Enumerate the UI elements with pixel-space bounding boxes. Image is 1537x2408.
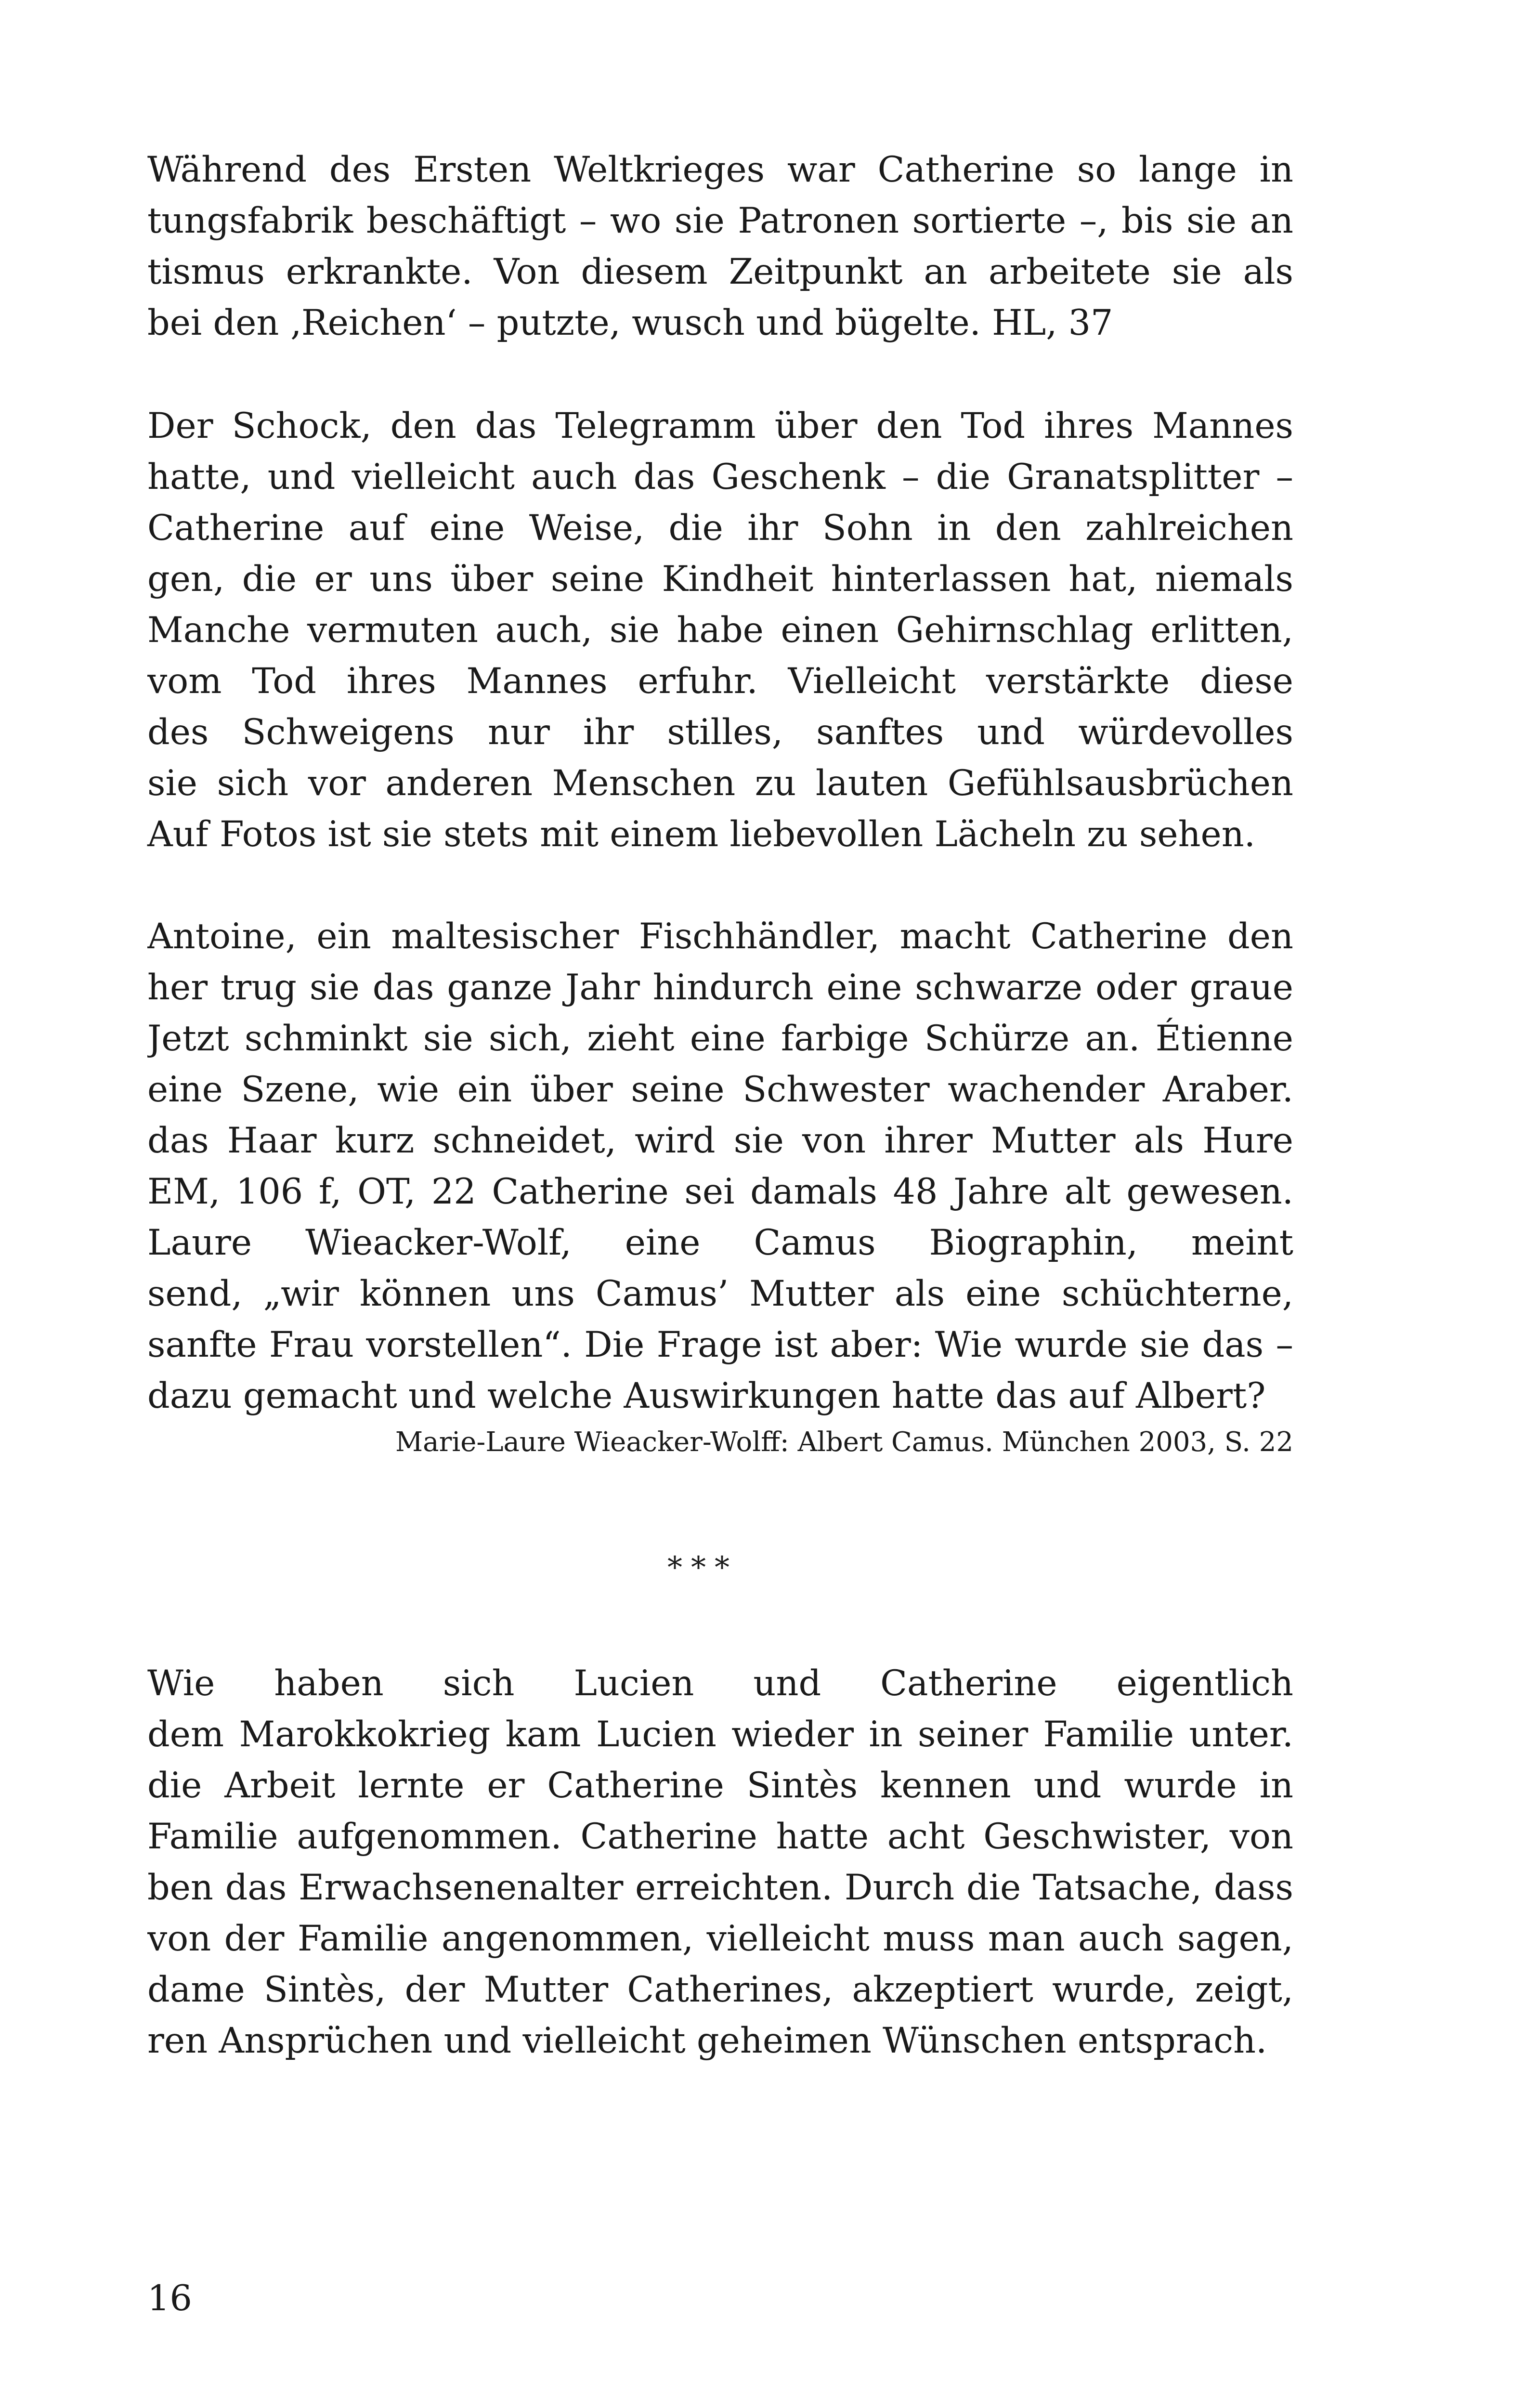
text-line: tungsfabrik beschäftigt – wo sie Patronen sortierte –, bis sie an (147, 200, 1293, 241)
source-citation: Marie-Laure Wieacker-Wolff: Albert Camus. München 2003, S. 22 (395, 1426, 1293, 1458)
text-line: ren Ansprüchen und vielleicht geheimen Wünschen entsprach. (147, 2020, 1267, 2061)
text-line: sie sich vor anderen Menschen zu lauten Gefühlsausbrüchen (147, 763, 1293, 804)
text-line: Wie haben sich Lucien und Catherine eigentlich (147, 1663, 1293, 1704)
text-line: Laure Wieacker-Wolf, eine Camus Biographin, meint (147, 1222, 1293, 1263)
text-line: vom Tod ihres Mannes erfuhr. Vielleicht verstärkte diese (147, 661, 1293, 702)
paragraph-4 (147, 1658, 1293, 2067)
text-line: Manche vermuten auch, sie habe einen Gehirnschlag erlitten, (147, 610, 1293, 651)
text-line: Auf Fotos ist sie stets mit einem liebevollen Lächeln zu sehen. (147, 814, 1255, 855)
text-line: die Arbeit lernte er Catherine Sintès kennen und wurde in (147, 1765, 1293, 1806)
text-line: von der Familie angenommen, vielleicht muss man auch sagen, (147, 1918, 1293, 1959)
text-line: dame Sintès, der Mutter Catherines, akzeptiert wurde, zeigt, (147, 1969, 1293, 2010)
page-number: 16 (147, 2278, 192, 2319)
text-line: das Haar kurz schneidet, wird sie von ihrer Mutter als Hure (147, 1120, 1293, 1161)
text-line: hatte, und vielleicht auch das Geschenk – die Granatsplitter – (147, 457, 1293, 497)
paragraph-2 (147, 401, 1293, 860)
text-line: Der Schock, den das Telegramm über den Tod ihres Mannes (147, 406, 1293, 446)
text-line: her trug sie das ganze Jahr hindurch eine schwarze oder graue (147, 967, 1293, 1008)
text-line: Familie aufgenommen. Catherine hatte acht Geschwister, von (147, 1816, 1293, 1857)
text-line: Antoine, ein maltesischer Fischhändler, macht Catherine den (147, 916, 1293, 957)
paragraph-3 (147, 911, 1293, 1422)
text-line: Catherine auf eine Weise, die ihr Sohn in den zahlreichen (147, 508, 1293, 549)
text-line: gen, die er uns über seine Kindheit hinterlassen hat, niemals (147, 559, 1293, 600)
text-line: dem Marokkokrieg kam Lucien wieder in seiner Familie unter. (147, 1714, 1293, 1755)
text-line: eine Szene, wie ein über seine Schwester wachender Araber. (147, 1069, 1293, 1110)
text-line: Jetzt schminkt sie sich, zieht eine farbige Schürze an. Étienne (147, 1018, 1293, 1059)
text-line: sanfte Frau vorstellen“. Die Frage ist aber: Wie wurde sie das – (147, 1324, 1293, 1365)
section-separator (667, 1548, 738, 1587)
asterism-icon: *** (667, 1550, 738, 1585)
text-line: ben das Erwachsenenalter erreichten. Durch die Tatsache, dass (147, 1867, 1293, 1908)
text-line: tismus erkrankte. Von diesem Zeitpunkt an arbeitete sie als (147, 251, 1293, 292)
text-line: dazu gemacht und welche Auswirkungen hatte das auf Albert? (147, 1375, 1266, 1416)
text-line: send, „wir können uns Camus’ Mutter als eine schüchterne, (147, 1273, 1293, 1314)
text-line: Während des Ersten Weltkrieges war Catherine so lange in (147, 149, 1293, 190)
text-line: des Schweigens nur ihr stilles, sanftes und würdevolles (147, 712, 1293, 753)
text-line: EM, 106 f, OT, 22 Catherine sei damals 48 Jahre alt gewesen. (147, 1171, 1293, 1212)
text-line: bei den ‚Reichen‘ – putzte, wusch und bügelte. HL, 37 (147, 302, 1113, 343)
paragraph-1 (147, 144, 1293, 349)
